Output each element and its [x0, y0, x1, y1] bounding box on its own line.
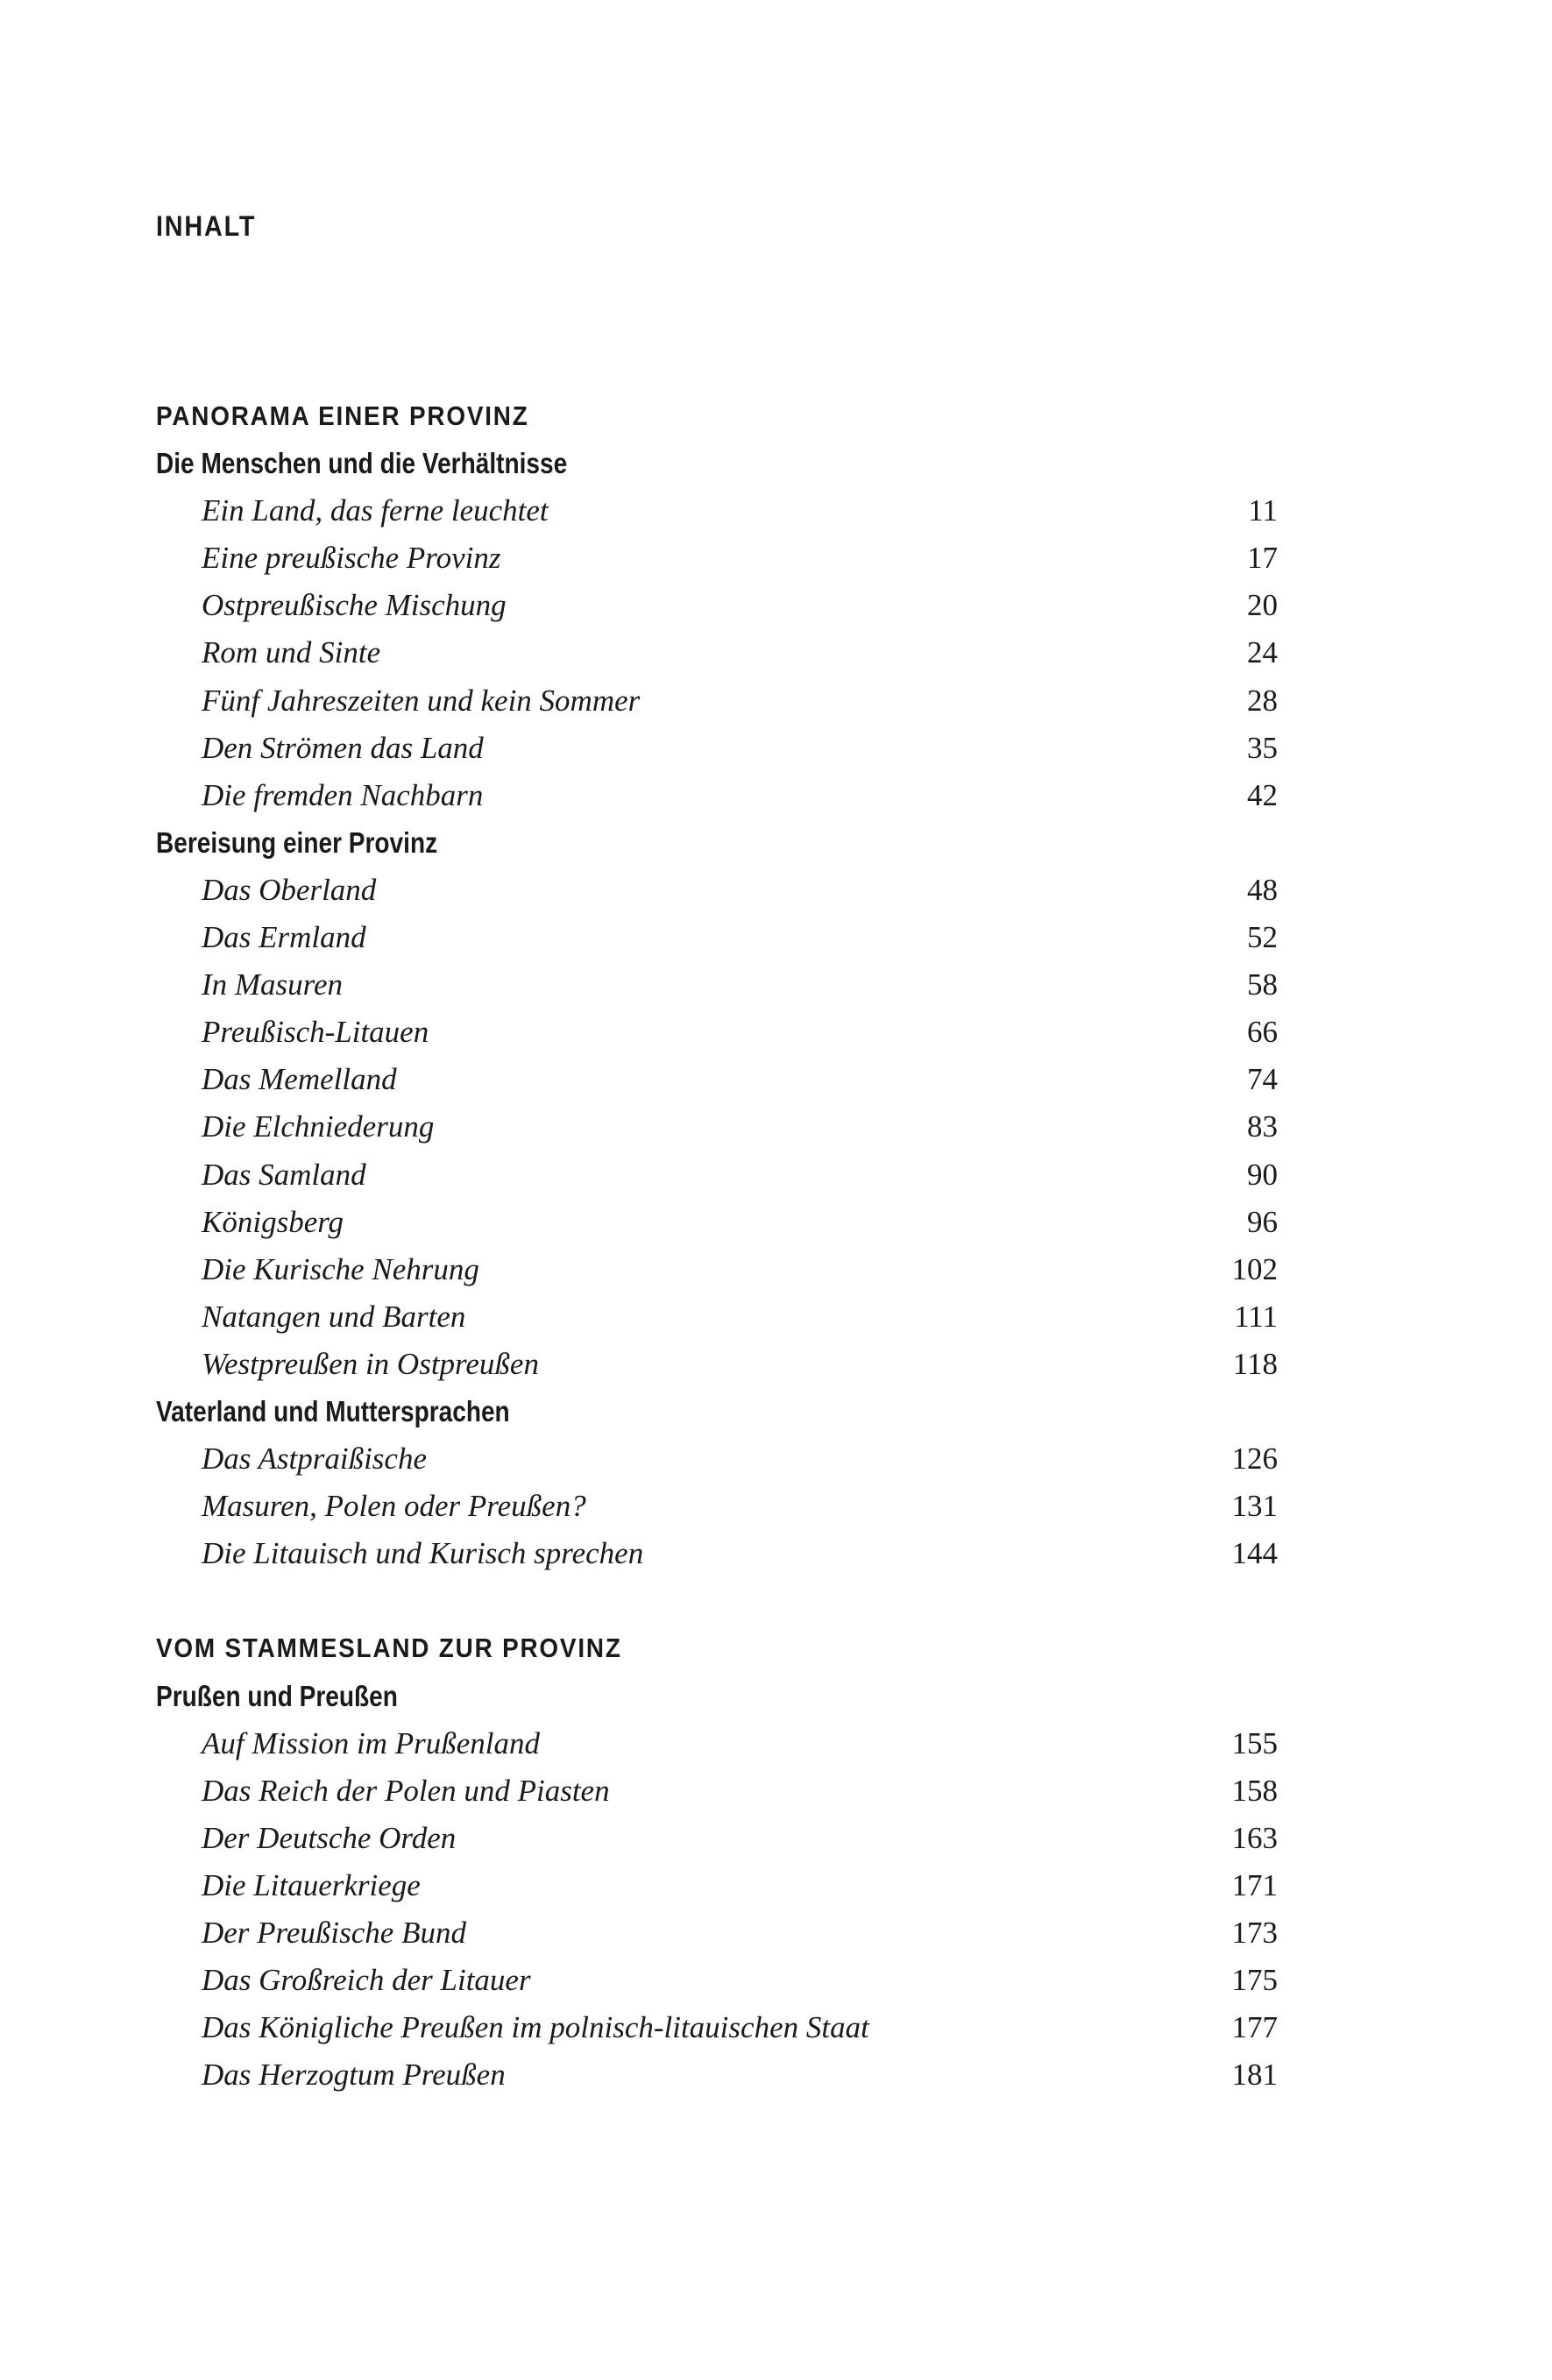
entry-page-number: 126: [1231, 1441, 1278, 1477]
toc-entry[interactable]: [156, 1862, 1278, 1909]
entry-title[interactable]: In Masuren: [202, 967, 344, 1002]
entry-title[interactable]: Rom und Sinte: [202, 635, 381, 670]
entry-page-number: 158: [1231, 1773, 1278, 1808]
entry-title[interactable]: Das Reich der Polen und Piasten: [202, 1773, 610, 1808]
entry-page-number: 175: [1231, 1963, 1278, 1998]
entry-page-number: 177: [1231, 2010, 1278, 2045]
spacer: [156, 1577, 1278, 1625]
entry-page-number: 173: [1231, 1916, 1278, 1950]
entry-title[interactable]: Preußisch-Litauen: [202, 1015, 429, 1050]
toc-entry[interactable]: [156, 2051, 1278, 2099]
entry-title[interactable]: Ostpreußische Mischung: [202, 588, 507, 623]
section-row: [156, 1388, 1278, 1435]
toc-entry[interactable]: [156, 867, 1278, 914]
entry-page-number: 144: [1231, 1536, 1278, 1571]
entry-title[interactable]: Die fremden Nachbarn: [202, 777, 484, 812]
section-row: [156, 819, 1278, 867]
entry-title[interactable]: Den Strömen das Land: [202, 730, 484, 765]
entry-page-number: 111: [1234, 1299, 1278, 1334]
entry-page-number: 131: [1231, 1489, 1278, 1524]
page-title: INHALT: [156, 210, 257, 242]
section-row: [156, 440, 1278, 487]
toc-entry[interactable]: [156, 1957, 1278, 2004]
toc-entry[interactable]: [156, 1530, 1278, 1577]
toc-entry[interactable]: [156, 1483, 1278, 1530]
toc-entry[interactable]: [156, 1341, 1278, 1388]
entry-title[interactable]: Das Großreich der Litauer: [202, 1963, 531, 1998]
entry-title[interactable]: Das Oberland: [202, 872, 377, 907]
toc-entry[interactable]: [156, 1293, 1278, 1341]
entry-title[interactable]: Die Litauisch und Kurisch sprechen: [202, 1536, 644, 1571]
toc-entry[interactable]: [156, 487, 1278, 535]
toc-entry[interactable]: [156, 725, 1278, 772]
entry-title[interactable]: Königsberg: [202, 1204, 344, 1239]
toc-entry[interactable]: [156, 961, 1278, 1009]
part-heading: PANORAMA EINER PROVINZ: [156, 400, 529, 431]
toc-entry[interactable]: [156, 535, 1278, 582]
section-heading: Vaterland und Muttersprachen: [156, 1394, 510, 1427]
toc-entry[interactable]: [156, 1151, 1278, 1199]
entry-page-number: 96: [1247, 1204, 1278, 1239]
entry-page-number: 118: [1232, 1346, 1278, 1381]
entry-title[interactable]: Masuren, Polen oder Preußen?: [202, 1489, 586, 1524]
entry-page-number: 42: [1247, 777, 1278, 812]
toc-entry[interactable]: [156, 2004, 1278, 2051]
section-heading: Die Menschen und die Verhältnisse: [156, 447, 568, 480]
toc-entry[interactable]: [156, 1103, 1278, 1151]
entry-page-number: 83: [1247, 1109, 1278, 1144]
entry-title[interactable]: Der Deutsche Orden: [202, 1820, 457, 1855]
toc-entry[interactable]: [156, 1246, 1278, 1293]
entry-title[interactable]: Der Preußische Bund: [202, 1916, 466, 1950]
entry-page-number: 74: [1247, 1062, 1278, 1097]
entry-page-number: 20: [1247, 588, 1278, 623]
entry-title[interactable]: Natangen und Barten: [202, 1299, 466, 1334]
toc-entry[interactable]: [156, 1056, 1278, 1103]
part-row: [156, 1625, 1278, 1672]
entry-title[interactable]: Fünf Jahreszeiten und kein Sommer: [202, 683, 641, 718]
section-heading: Bereisung einer Provinz: [156, 825, 438, 859]
toc-entry[interactable]: [156, 1909, 1278, 1957]
entry-title[interactable]: Westpreußen in Ostpreußen: [202, 1346, 539, 1381]
toc-entry[interactable]: [156, 582, 1278, 629]
entry-page-number: 35: [1247, 730, 1278, 765]
toc-entry[interactable]: [156, 1435, 1278, 1483]
entry-title[interactable]: Das Herzogtum Preußen: [202, 2058, 506, 2093]
part-heading: VOM STAMMESLAND ZUR PROVINZ: [156, 1633, 622, 1664]
section-row: [156, 1673, 1278, 1720]
entry-page-number: 24: [1247, 635, 1278, 670]
toc-entry[interactable]: [156, 1815, 1278, 1862]
toc-entry[interactable]: [156, 677, 1278, 725]
table-of-contents: [156, 393, 1278, 2099]
entry-page-number: 181: [1231, 2058, 1278, 2093]
entry-page-number: 171: [1231, 1867, 1278, 1902]
toc-entry[interactable]: [156, 1199, 1278, 1246]
entry-page-number: 90: [1247, 1157, 1278, 1192]
entry-title[interactable]: Auf Mission im Prußenland: [202, 1725, 540, 1760]
toc-entry[interactable]: [156, 1767, 1278, 1815]
entry-page-number: 11: [1248, 493, 1278, 528]
entry-title[interactable]: Das Königliche Preußen im polnisch-litauischen Staat: [202, 2010, 869, 2045]
entry-title[interactable]: Das Astpraißische: [202, 1441, 427, 1477]
toc-entry[interactable]: [156, 772, 1278, 819]
entry-page-number: 163: [1231, 1820, 1278, 1855]
entry-page-number: 58: [1247, 967, 1278, 1002]
entry-page-number: 48: [1247, 872, 1278, 907]
entry-page-number: 102: [1231, 1251, 1278, 1286]
entry-page-number: 52: [1247, 920, 1278, 955]
entry-title[interactable]: Die Elchniederung: [202, 1109, 435, 1144]
entry-title[interactable]: Die Litauerkriege: [202, 1867, 421, 1902]
part-row: [156, 393, 1278, 440]
entry-title[interactable]: Eine preußische Provinz: [202, 541, 501, 576]
entry-page-number: 155: [1231, 1725, 1278, 1760]
toc-entry[interactable]: [156, 1009, 1278, 1056]
entry-title[interactable]: Das Ermland: [202, 920, 366, 955]
toc-entry[interactable]: [156, 914, 1278, 961]
toc-entry[interactable]: [156, 1720, 1278, 1767]
entry-page-number: 17: [1247, 541, 1278, 576]
entry-title[interactable]: Das Memelland: [202, 1062, 397, 1097]
entry-title[interactable]: Ein Land, das ferne leuchtet: [202, 493, 549, 528]
entry-title[interactable]: Die Kurische Nehrung: [202, 1251, 479, 1286]
section-heading: Prußen und Preußen: [156, 1679, 398, 1712]
entry-title[interactable]: Das Samland: [202, 1157, 366, 1192]
toc-entry[interactable]: [156, 629, 1278, 676]
entry-page-number: 66: [1247, 1015, 1278, 1050]
entry-page-number: 28: [1247, 683, 1278, 718]
